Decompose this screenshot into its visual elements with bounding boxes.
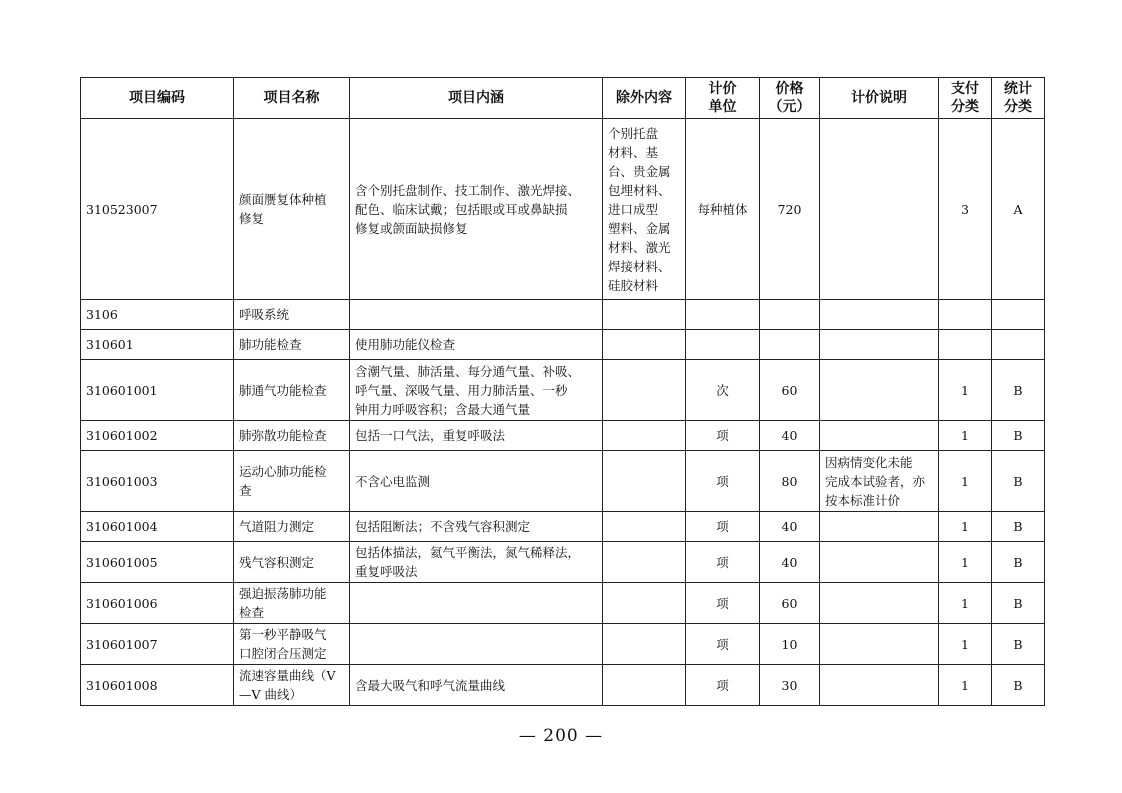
cell-content: 包括体描法，氦气平衡法，氮气稀释法， 重复呼吸法 bbox=[350, 542, 603, 583]
cell-name: 运动心肺功能检 查 bbox=[234, 451, 350, 512]
cell-exclusion bbox=[603, 300, 686, 330]
cell-pay: 1 bbox=[939, 421, 992, 451]
header-price: 价格 （元） bbox=[760, 78, 820, 119]
header-content: 项目内涵 bbox=[350, 78, 603, 119]
cell-stat bbox=[992, 300, 1045, 330]
cell-price: 30 bbox=[760, 665, 820, 706]
cell-unit: 项 bbox=[686, 665, 760, 706]
cell-code: 310601006 bbox=[81, 583, 234, 624]
cell-pay: 1 bbox=[939, 451, 992, 512]
cell-name: 肺弥散功能检查 bbox=[234, 421, 350, 451]
cell-content: 含潮气量、肺活量、每分通气量、补吸、 呼气量、深吸气量、用力肺活量、一秒 钟用力呼吸容积；含最大通气量 bbox=[350, 360, 603, 421]
cell-exclusion bbox=[603, 665, 686, 706]
cell-stat: B bbox=[992, 624, 1045, 665]
cell-exclusion: 个别托盘 材料、基 台、贵金属 包埋材料、 进口成型 塑料、金属 材料、激光 焊接材料、 硅胶材料 bbox=[603, 119, 686, 300]
cell-price bbox=[760, 300, 820, 330]
cell-pay: 1 bbox=[939, 665, 992, 706]
cell-code: 310601 bbox=[81, 330, 234, 360]
cell-unit: 项 bbox=[686, 583, 760, 624]
header-name: 项目名称 bbox=[234, 78, 350, 119]
cell-exclusion bbox=[603, 360, 686, 421]
cell-note bbox=[820, 119, 939, 300]
header-stat: 统计 分类 bbox=[992, 78, 1045, 119]
cell-code: 310523007 bbox=[81, 119, 234, 300]
table-row bbox=[81, 665, 1045, 706]
cell-name: 气道阻力测定 bbox=[234, 512, 350, 542]
cell-unit: 项 bbox=[686, 512, 760, 542]
cell-note bbox=[820, 512, 939, 542]
cell-unit: 项 bbox=[686, 451, 760, 512]
cell-unit bbox=[686, 330, 760, 360]
cell-content bbox=[350, 300, 603, 330]
cell-unit: 次 bbox=[686, 360, 760, 421]
cell-content bbox=[350, 583, 603, 624]
cell-note bbox=[820, 665, 939, 706]
cell-stat: B bbox=[992, 451, 1045, 512]
cell-price: 60 bbox=[760, 583, 820, 624]
cell-name: 强迫振荡肺功能 检查 bbox=[234, 583, 350, 624]
cell-price: 10 bbox=[760, 624, 820, 665]
cell-content: 包括一口气法，重复呼吸法 bbox=[350, 421, 603, 451]
cell-name: 颜面赝复体种植 修复 bbox=[234, 119, 350, 300]
cell-name: 呼吸系统 bbox=[234, 300, 350, 330]
cell-pay: 1 bbox=[939, 583, 992, 624]
cell-code: 310601002 bbox=[81, 421, 234, 451]
cell-note: 因病情变化未能 完成本试验者，亦 按本标准计价 bbox=[820, 451, 939, 512]
table-row bbox=[81, 330, 1045, 360]
cell-note bbox=[820, 360, 939, 421]
cell-exclusion bbox=[603, 330, 686, 360]
cell-exclusion bbox=[603, 624, 686, 665]
cell-content: 包括阻断法；不含残气容积测定 bbox=[350, 512, 603, 542]
table-row bbox=[81, 300, 1045, 330]
cell-pay bbox=[939, 330, 992, 360]
cell-stat: B bbox=[992, 421, 1045, 451]
header-unit: 计价 单位 bbox=[686, 78, 760, 119]
cell-name: 残气容积测定 bbox=[234, 542, 350, 583]
cell-price: 40 bbox=[760, 542, 820, 583]
cell-content: 含个别托盘制作、技工制作、激光焊接、 配色、临床试戴；包括眼或耳或鼻缺损 修复或颌面缺损修复 bbox=[350, 119, 603, 300]
cell-price: 40 bbox=[760, 512, 820, 542]
cell-pay: 1 bbox=[939, 360, 992, 421]
cell-price: 80 bbox=[760, 451, 820, 512]
cell-exclusion bbox=[603, 451, 686, 512]
cell-code: 310601005 bbox=[81, 542, 234, 583]
header-pay: 支付 分类 bbox=[939, 78, 992, 119]
cell-exclusion bbox=[603, 542, 686, 583]
cell-price: 40 bbox=[760, 421, 820, 451]
cell-code: 3106 bbox=[81, 300, 234, 330]
cell-code: 310601001 bbox=[81, 360, 234, 421]
cell-price: 60 bbox=[760, 360, 820, 421]
cell-stat: B bbox=[992, 665, 1045, 706]
cell-content bbox=[350, 624, 603, 665]
cell-unit: 项 bbox=[686, 542, 760, 583]
table-row bbox=[81, 583, 1045, 624]
table-row bbox=[81, 119, 1045, 300]
header-code: 项目编码 bbox=[81, 78, 234, 119]
cell-note bbox=[820, 421, 939, 451]
cell-pay: 1 bbox=[939, 512, 992, 542]
cell-content: 不含心电监测 bbox=[350, 451, 603, 512]
cell-code: 310601008 bbox=[81, 665, 234, 706]
table-row bbox=[81, 624, 1045, 665]
cell-stat: B bbox=[992, 583, 1045, 624]
cell-price: 720 bbox=[760, 119, 820, 300]
cell-unit bbox=[686, 300, 760, 330]
table-row bbox=[81, 421, 1045, 451]
cell-pay: 1 bbox=[939, 542, 992, 583]
cell-stat: B bbox=[992, 360, 1045, 421]
cell-pay: 1 bbox=[939, 624, 992, 665]
cell-code: 310601004 bbox=[81, 512, 234, 542]
cell-stat: A bbox=[992, 119, 1045, 300]
cell-stat: B bbox=[992, 542, 1045, 583]
table-row bbox=[81, 542, 1045, 583]
cell-pay bbox=[939, 300, 992, 330]
cell-unit: 项 bbox=[686, 624, 760, 665]
cell-name: 肺功能检查 bbox=[234, 330, 350, 360]
cell-content: 含最大吸气和呼气流量曲线 bbox=[350, 665, 603, 706]
cell-exclusion bbox=[603, 512, 686, 542]
cell-content: 使用肺功能仪检查 bbox=[350, 330, 603, 360]
cell-note bbox=[820, 330, 939, 360]
cell-stat bbox=[992, 330, 1045, 360]
cell-exclusion bbox=[603, 421, 686, 451]
cell-note bbox=[820, 583, 939, 624]
cell-pay: 3 bbox=[939, 119, 992, 300]
cell-name: 流速容量曲线（V —V 曲线） bbox=[234, 665, 350, 706]
table-row bbox=[81, 451, 1045, 512]
cell-name: 肺通气功能检查 bbox=[234, 360, 350, 421]
table-header-row bbox=[81, 78, 1045, 119]
cell-code: 310601003 bbox=[81, 451, 234, 512]
table-row bbox=[81, 360, 1045, 421]
cell-code: 310601007 bbox=[81, 624, 234, 665]
cell-exclusion bbox=[603, 583, 686, 624]
cell-note bbox=[820, 542, 939, 583]
cell-unit: 项 bbox=[686, 421, 760, 451]
cell-stat: B bbox=[992, 512, 1045, 542]
cell-name: 第一秒平静吸气 口腔闭合压测定 bbox=[234, 624, 350, 665]
header-note: 计价说明 bbox=[820, 78, 939, 119]
price-table bbox=[80, 77, 1045, 706]
page-number: — 200 — bbox=[518, 726, 604, 746]
header-exclusion: 除外内容 bbox=[603, 78, 686, 119]
cell-price bbox=[760, 330, 820, 360]
cell-unit: 每种植体 bbox=[686, 119, 760, 300]
cell-note bbox=[820, 624, 939, 665]
cell-note bbox=[820, 300, 939, 330]
table-row bbox=[81, 512, 1045, 542]
